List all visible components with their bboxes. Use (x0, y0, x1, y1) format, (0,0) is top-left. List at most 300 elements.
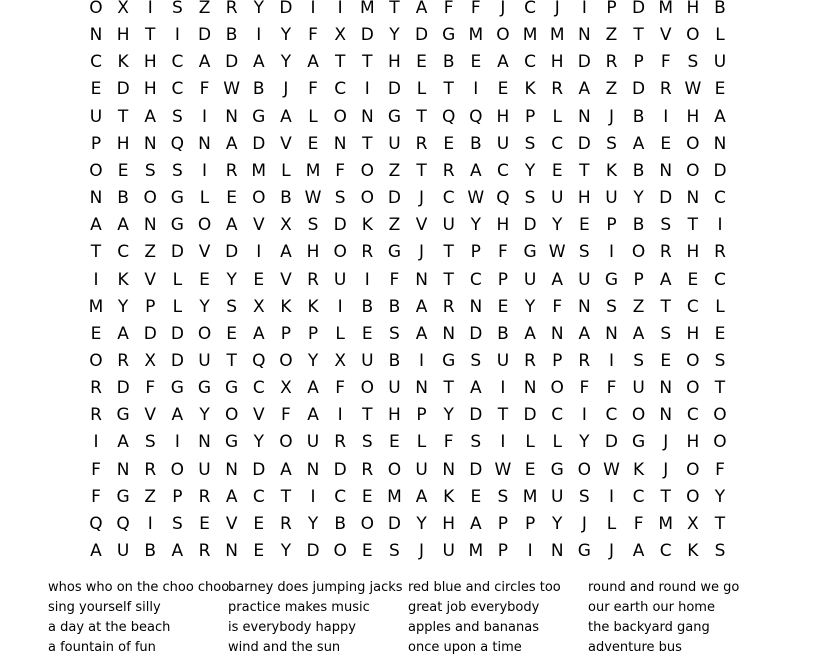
grid-letter: C (551, 133, 564, 154)
grid-letter: N (89, 188, 103, 209)
grid-letter: S (171, 0, 183, 18)
grid-letter: E (714, 323, 726, 344)
grid-letter: J (581, 513, 587, 534)
grid-letter: K (633, 459, 645, 480)
grid-letter: A (524, 323, 536, 344)
grid-row (0, 487, 816, 514)
grid-letter: J (419, 541, 425, 561)
grid-letter: U (388, 133, 401, 154)
grid-letter: A (225, 215, 238, 236)
grid-letter: C (714, 269, 726, 290)
grid-letter: U (496, 350, 510, 371)
grid-letter: T (660, 486, 671, 507)
grid-letter: W (603, 459, 620, 480)
grid-letter: Q (441, 106, 456, 127)
grid-letter: V (252, 215, 265, 236)
grid-letter: P (633, 52, 644, 73)
grid-letter: L (525, 432, 535, 453)
grid-letter: Z (144, 242, 157, 263)
grid-letter: U (116, 541, 130, 561)
grid-letter: O (224, 405, 239, 426)
grid-letter: P (172, 486, 183, 507)
grid-letter: J (608, 541, 614, 561)
grid-letter: M (387, 486, 402, 507)
word-column-3 (408, 578, 588, 658)
grid-letter: I (256, 25, 262, 46)
grid-letter: G (387, 242, 402, 263)
grid-letter: A (415, 486, 428, 507)
grid-letter: R (714, 242, 726, 263)
grid-letter: M (251, 160, 267, 181)
grid-letter: Z (388, 160, 401, 181)
grid-letter: U (333, 269, 347, 290)
grid-letter: K (524, 79, 536, 100)
grid-letter: A (280, 106, 292, 127)
grid-letter: Y (280, 25, 292, 46)
grid-letter: I (581, 0, 587, 18)
grid-letter: K (361, 215, 373, 236)
grid-letter: S (389, 541, 400, 561)
grid-letter: R (605, 52, 618, 73)
grid-letter: A (117, 323, 129, 344)
grid-letter: J (663, 432, 669, 453)
grid-letter: F (660, 52, 671, 73)
grid-letter: S (334, 188, 346, 209)
grid-letter: E (497, 296, 509, 317)
grid-letter: M (359, 0, 375, 18)
grid-letter: Q (116, 513, 130, 534)
grid-letter: T (362, 52, 373, 73)
grid-letter: I (419, 350, 425, 371)
grid-letter: N (577, 296, 591, 317)
grid-letter: T (443, 242, 454, 263)
grid-letter: B (225, 25, 238, 46)
grid-letter: U (442, 541, 455, 561)
grid-letter: V (280, 269, 292, 290)
grid-letter: N (577, 25, 591, 46)
grid-letter: B (714, 0, 726, 18)
grid-row (0, 107, 816, 134)
grid-letter: N (198, 432, 211, 453)
grid-letter: G (170, 378, 184, 399)
grid-letter: C (334, 486, 347, 507)
grid-letter: S (660, 215, 672, 236)
grid-letter: U (198, 459, 211, 480)
grid-letter: H (550, 52, 564, 73)
grid-letter: H (686, 106, 700, 127)
grid-letter: D (197, 25, 212, 46)
grid-letter: T (280, 486, 292, 507)
grid-letter: I (256, 242, 262, 263)
grid-letter: X (252, 296, 265, 317)
grid-letter: E (416, 52, 427, 73)
grid-letter: I (717, 215, 723, 236)
grid-letter: L (416, 432, 427, 453)
grid-letter: T (714, 513, 726, 534)
grid-letter: P (524, 106, 536, 127)
grid-letter: F (308, 25, 318, 46)
grid-letter: Y (633, 188, 644, 209)
grid-letter: T (416, 160, 427, 181)
grid-letter: F (552, 296, 563, 317)
grid-letter: H (306, 242, 320, 263)
grid-letter: B (334, 513, 346, 534)
grid-letter: F (335, 378, 346, 399)
grid-letter: D (604, 432, 619, 453)
grid-letter: S (714, 350, 726, 371)
grid-letter: B (632, 160, 645, 181)
grid-letter: S (578, 242, 590, 263)
grid-letter: D (252, 459, 266, 480)
grid-letter: I (337, 0, 343, 18)
grid-letter: E (117, 160, 129, 181)
grid-letter: D (170, 350, 184, 371)
grid-letter: L (552, 432, 562, 453)
grid-row (0, 188, 816, 215)
grid-row (0, 460, 816, 487)
grid-letter: I (147, 513, 153, 534)
grid-letter: O (333, 242, 347, 263)
grid-letter: Z (605, 25, 618, 46)
grid-letter: O (89, 350, 103, 371)
grid-letter: D (523, 215, 537, 236)
grid-letter: M (468, 25, 484, 46)
grid-letter: E (199, 513, 210, 534)
grid-letter: G (632, 432, 646, 453)
grid-row (0, 52, 816, 79)
grid-letter: L (335, 323, 345, 344)
grid-letter: J (663, 459, 669, 480)
grid-letter: U (523, 269, 537, 290)
grid-letter: C (714, 188, 726, 209)
grid-letter: C (659, 541, 672, 561)
grid-letter: O (143, 188, 157, 209)
grid-letter: Z (198, 0, 211, 18)
grid-letter: D (225, 242, 239, 263)
grid-letter: D (225, 52, 239, 73)
grid-letter: E (389, 432, 400, 453)
grid-letter: I (608, 350, 614, 371)
grid-letter: A (469, 513, 482, 534)
grid-letter: N (523, 378, 537, 399)
grid-letter: J (608, 106, 614, 127)
grid-letter: Y (307, 350, 319, 371)
grid-letter: Y (253, 0, 264, 18)
grid-letter: B (280, 188, 292, 209)
grid-letter: U (578, 269, 591, 290)
grid-letter: O (360, 513, 374, 534)
grid-letter: V (252, 405, 265, 426)
grid-letter: Y (443, 405, 454, 426)
grid-letter: D (577, 52, 591, 73)
grid-letter: N (360, 106, 374, 127)
grid-letter: I (202, 106, 208, 127)
grid-letter: F (91, 459, 101, 480)
grid-letter: F (145, 378, 156, 399)
grid-letter: B (144, 541, 157, 561)
grid-letter: U (550, 188, 564, 209)
grid-letter: I (93, 269, 99, 290)
grid-letter: L (606, 513, 617, 534)
grid-letter: C (686, 405, 699, 426)
grid-letter: A (632, 323, 645, 344)
grid-letter: S (633, 350, 644, 371)
grid-letter: I (500, 432, 506, 453)
grid-letter: D (415, 25, 429, 46)
grid-letter: D (252, 133, 266, 154)
grid-letter: A (90, 215, 102, 236)
grid-letter: B (361, 296, 374, 317)
grid-letter: G (170, 188, 184, 209)
grid-letter: I (147, 0, 153, 18)
grid-letter: E (226, 323, 238, 344)
grid-letter: K (605, 160, 618, 181)
grid-letter: N (577, 106, 591, 127)
grid-letter: A (225, 486, 238, 507)
grid-letter: E (497, 79, 509, 100)
grid-letter: M (658, 513, 674, 534)
grid-letter: R (551, 79, 564, 100)
grid-letter: O (686, 459, 700, 480)
grid-letter: G (523, 242, 537, 263)
grid-letter: O (387, 459, 402, 480)
grid-letter: A (415, 323, 428, 344)
grid-letter: D (170, 323, 184, 344)
grid-letter: O (713, 432, 727, 453)
grid-letter: L (552, 106, 562, 127)
grid-letter: Y (524, 160, 536, 181)
grid-letter: Y (253, 432, 264, 453)
grid-letter: R (659, 242, 672, 263)
grid-letter: P (145, 296, 156, 317)
grid-letter: R (280, 513, 292, 534)
grid-row (0, 432, 816, 459)
grid-letter: A (469, 378, 482, 399)
grid-letter: H (686, 432, 700, 453)
grid-letter: G (116, 486, 130, 507)
grid-letter: V (198, 242, 211, 263)
grid-letter: U (198, 350, 211, 371)
word-column-4 (588, 578, 768, 658)
grid-letter: U (550, 486, 564, 507)
grid-letter: I (174, 25, 180, 46)
grid-letter: B (497, 323, 509, 344)
grid-letter: J (500, 0, 506, 18)
grid-letter: A (578, 323, 591, 344)
grid-letter: N (659, 160, 673, 181)
grid-letter: C (686, 296, 699, 317)
grid-letter: R (524, 350, 536, 371)
grid-letter: U (496, 133, 510, 154)
word-list-item: wind and the sun (228, 640, 341, 655)
grid-letter: Y (714, 486, 726, 507)
grid-letter: Y (524, 296, 536, 317)
grid-letter: G (252, 106, 266, 127)
grid-letter: T (117, 106, 129, 127)
grid-letter: T (362, 405, 373, 426)
grid-letter: B (632, 215, 645, 236)
grid-letter: R (117, 350, 130, 371)
grid-letter: J (283, 79, 289, 100)
grid-letter: Y (280, 541, 292, 561)
grid-letter: N (550, 323, 564, 344)
grid-letter: H (143, 79, 157, 100)
grid-letter: D (632, 79, 646, 100)
grid-letter: O (686, 25, 700, 46)
grid-letter: B (388, 350, 401, 371)
word-column-2 (228, 578, 408, 658)
grid-letter: V (415, 215, 428, 236)
grid-letter: X (334, 25, 346, 46)
grid-letter: P (633, 269, 644, 290)
grid-row (0, 161, 816, 188)
grid-letter: P (497, 269, 509, 290)
grid-letter: N (713, 133, 727, 154)
grid-letter: Y (307, 513, 319, 534)
grid-letter: O (197, 215, 212, 236)
grid-letter: R (334, 432, 347, 453)
grid-letter: I (663, 106, 669, 127)
grid-letter: O (550, 378, 564, 399)
grid-letter: F (199, 79, 210, 100)
grid-letter: I (337, 296, 343, 317)
grid-letter: E (90, 323, 102, 344)
grid-letter: T (660, 296, 671, 317)
grid-letter: C (497, 160, 509, 181)
grid-letter: E (578, 215, 590, 236)
grid-letter: O (631, 242, 646, 263)
grid-letter: D (279, 0, 293, 18)
grid-letter: S (687, 52, 699, 73)
grid-letter: D (116, 378, 130, 399)
grid-letter: R (225, 0, 238, 18)
grid-letter: G (387, 106, 402, 127)
grid-letter: F (715, 459, 725, 480)
word-list-item: once upon a time (408, 640, 522, 655)
grid-letter: F (281, 405, 291, 426)
grid-letter: D (306, 541, 320, 561)
grid-letter: W (223, 79, 241, 100)
grid-letter: U (89, 106, 103, 127)
grid-row (0, 541, 816, 568)
grid-letter: H (116, 133, 130, 154)
grid-letter: N (442, 459, 456, 480)
grid-letter: D (523, 405, 537, 426)
word-list-item: the backyard gang (588, 620, 710, 635)
grid-letter: S (171, 106, 183, 127)
grid-letter: C (171, 52, 184, 73)
grid-letter: B (469, 133, 482, 154)
grid-letter: C (252, 378, 265, 399)
grid-letter: V (280, 133, 292, 154)
grid-letter: V (225, 513, 238, 534)
grid-letter: S (578, 486, 590, 507)
grid-letter: A (659, 269, 672, 290)
grid-row (0, 378, 816, 405)
grid-letter: V (659, 25, 672, 46)
grid-letter: P (90, 133, 102, 154)
grid-letter: U (713, 52, 727, 73)
grid-letter: N (333, 133, 347, 154)
grid-letter: B (117, 188, 129, 209)
grid-letter: F (606, 378, 617, 399)
grid-letter: O (686, 378, 700, 399)
grid-letter: U (415, 459, 428, 480)
word-list-item: a day at the beach (48, 620, 171, 635)
grid-letter: K (117, 52, 129, 73)
grid-letter: A (551, 269, 564, 290)
grid-letter: R (415, 133, 428, 154)
grid-letter: D (469, 323, 483, 344)
grid-letter: G (604, 269, 619, 290)
grid-letter: T (633, 25, 644, 46)
grid-letter: A (252, 323, 265, 344)
grid-letter: A (280, 242, 292, 263)
grid-letter: C (605, 405, 618, 426)
grid-letter: E (551, 160, 563, 181)
grid-letter: O (631, 405, 646, 426)
grid-letter: V (144, 405, 157, 426)
grid-letter: D (333, 459, 347, 480)
grid-letter: X (144, 350, 157, 371)
grid-letter: T (443, 378, 454, 399)
grid-row (0, 514, 816, 541)
grid-letter: T (443, 79, 454, 100)
grid-letter: A (497, 52, 509, 73)
grid-row (0, 215, 816, 242)
grid-letter: O (686, 133, 700, 154)
grid-letter: S (606, 296, 617, 317)
grid-letter: A (198, 52, 211, 73)
grid-letter: E (253, 513, 265, 534)
grid-letter: Y (117, 296, 129, 317)
grid-letter: J (554, 0, 560, 18)
grid-letter: Z (605, 79, 618, 100)
grid-letter: Z (632, 296, 645, 317)
grid-letter: E (253, 269, 265, 290)
grid-letter: N (415, 269, 428, 290)
grid-letter: O (333, 106, 347, 127)
grid-letter: E (714, 79, 726, 100)
grid-letter: O (360, 160, 374, 181)
grid-letter: K (280, 296, 292, 317)
grid-letter: P (280, 323, 292, 344)
grid-letter: T (334, 52, 346, 73)
grid-letter: D (387, 188, 401, 209)
word-list-item: whos who on the choo choo (48, 580, 230, 595)
grid-letter: E (470, 486, 482, 507)
grid-letter: X (280, 215, 292, 236)
grid-letter: D (170, 242, 184, 263)
grid-letter: Q (89, 513, 103, 534)
grid-letter: E (253, 541, 265, 561)
grid-letter: G (550, 459, 564, 480)
grid-letter: R (144, 459, 157, 480)
grid-letter: A (144, 106, 157, 127)
grid-letter: S (497, 486, 509, 507)
grid-letter: J (419, 242, 425, 263)
grid-letter: O (89, 160, 103, 181)
grid-letter: I (93, 432, 99, 453)
grid-letter: S (470, 350, 482, 371)
grid-letter: Y (199, 405, 210, 426)
grid-letter: D (713, 160, 727, 181)
grid-letter: U (306, 432, 320, 453)
grid-letter: O (279, 350, 293, 371)
grid-letter: W (304, 188, 322, 209)
grid-letter: D (632, 0, 646, 18)
grid-letter: J (419, 188, 425, 209)
